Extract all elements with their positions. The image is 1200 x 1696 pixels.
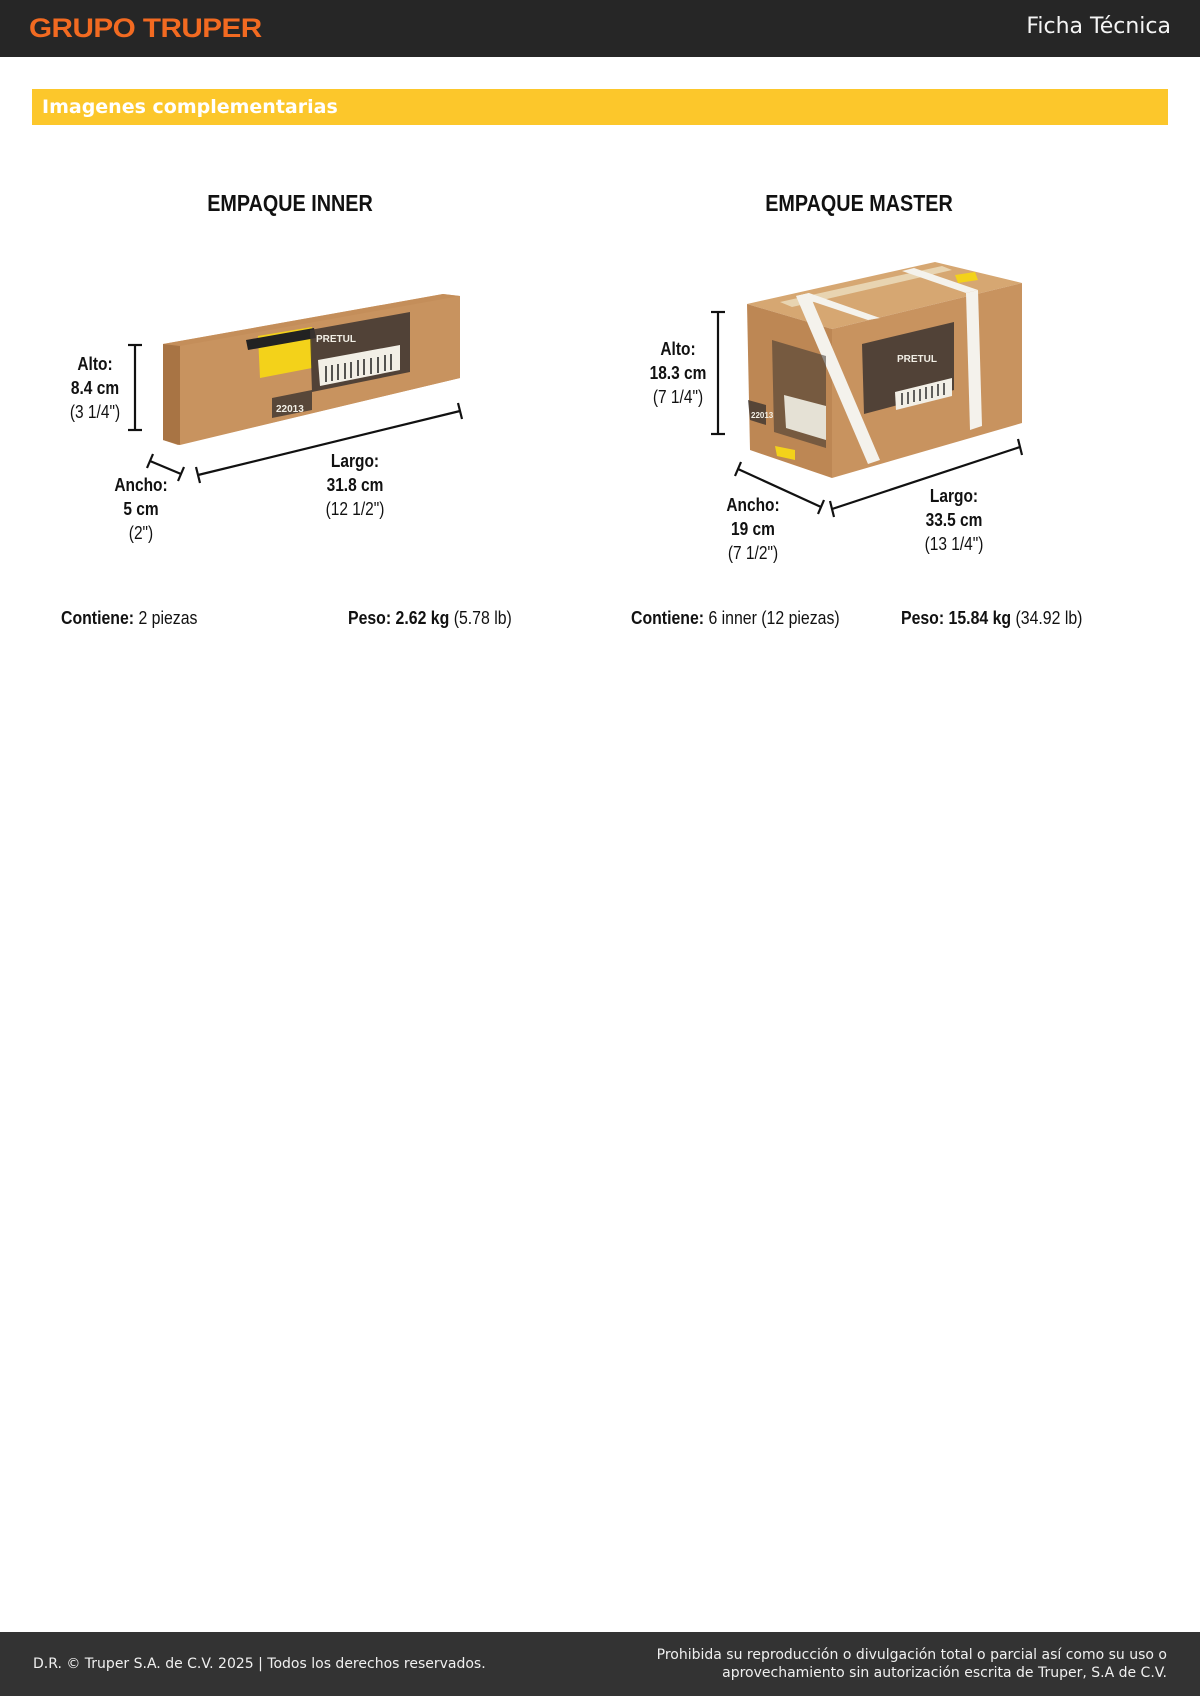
inner-largo-value: 31.8 cm [326, 475, 384, 495]
master-alto-value: 18.3 cm [649, 363, 707, 383]
master-alto-imperial: (7 1/4") [652, 387, 704, 407]
section-title: Imagenes complementarias [42, 96, 338, 118]
master-peso-label: Peso: [901, 608, 945, 628]
inner-ancho-value: 5 cm [123, 499, 159, 519]
master-box-code: 22013 [751, 411, 774, 420]
footer-copyright: D.R. © Truper S.A. de C.V. 2025 | Todos los derechos reservados. [33, 1656, 486, 1672]
inner-alto-imperial: (3 1/4") [69, 402, 121, 422]
inner-contiene [61, 607, 197, 629]
inner-package-title: EMPAQUE INNER [207, 190, 373, 216]
master-alto-label: Alto: [660, 339, 696, 359]
master-largo-dimension [902, 484, 1005, 556]
inner-ancho-dimension [89, 473, 192, 545]
inner-alto-dimension [43, 352, 146, 424]
inner-box-brand: PRETUL [316, 334, 356, 345]
master-ancho-label: Ancho: [726, 495, 780, 515]
grupo-truper-logo: GRUPO TRUPER [29, 13, 262, 43]
master-peso [901, 607, 1082, 629]
inner-contiene-label: Contiene: [61, 608, 135, 628]
inner-alto-label: Alto: [77, 354, 113, 374]
inner-box-code: 22013 [276, 404, 304, 415]
inner-peso-label: Peso: [348, 608, 392, 628]
master-ancho-imperial: (7 1/2") [727, 543, 779, 563]
inner-largo-dimension [303, 449, 406, 521]
master-peso-value: 15.84 kg [948, 608, 1012, 628]
master-contiene-value: 6 inner (12 piezas) [708, 608, 840, 628]
inner-peso-imperial: (5.78 lb) [453, 608, 512, 628]
master-largo-label: Largo: [929, 486, 979, 506]
page-footer [0, 1632, 1200, 1696]
master-largo-value: 33.5 cm [925, 510, 983, 530]
header-title: Ficha Técnica [1026, 14, 1171, 39]
inner-ancho-imperial: (2") [128, 523, 154, 543]
master-package-title: EMPAQUE MASTER [765, 190, 953, 216]
master-box-image [747, 262, 1022, 478]
inner-peso-value: 2.62 kg [395, 608, 450, 628]
inner-largo-imperial: (12 1/2") [325, 499, 385, 519]
master-largo-imperial: (13 1/4") [924, 534, 984, 554]
master-alto-dimension [626, 337, 729, 409]
inner-contiene-value: 2 piezas [138, 608, 198, 628]
inner-ancho-label: Ancho: [114, 475, 168, 495]
footer-legal-notice: Prohibida su reproducción o divulgación total o parcial así como su uso o aprovechamiento sin autorización escrita de Truper, S.A de C.V. [656, 1647, 1167, 1681]
inner-largo-label: Largo: [330, 451, 380, 471]
master-peso-imperial: (34.92 lb) [1015, 608, 1083, 628]
master-ancho-dimension [701, 493, 804, 565]
inner-alto-value: 8.4 cm [70, 378, 120, 398]
master-contiene-label: Contiene: [631, 608, 705, 628]
master-ancho-value: 19 cm [731, 519, 775, 539]
master-box-brand: PRETUL [897, 354, 937, 365]
inner-peso [348, 607, 512, 629]
master-contiene [631, 607, 840, 629]
